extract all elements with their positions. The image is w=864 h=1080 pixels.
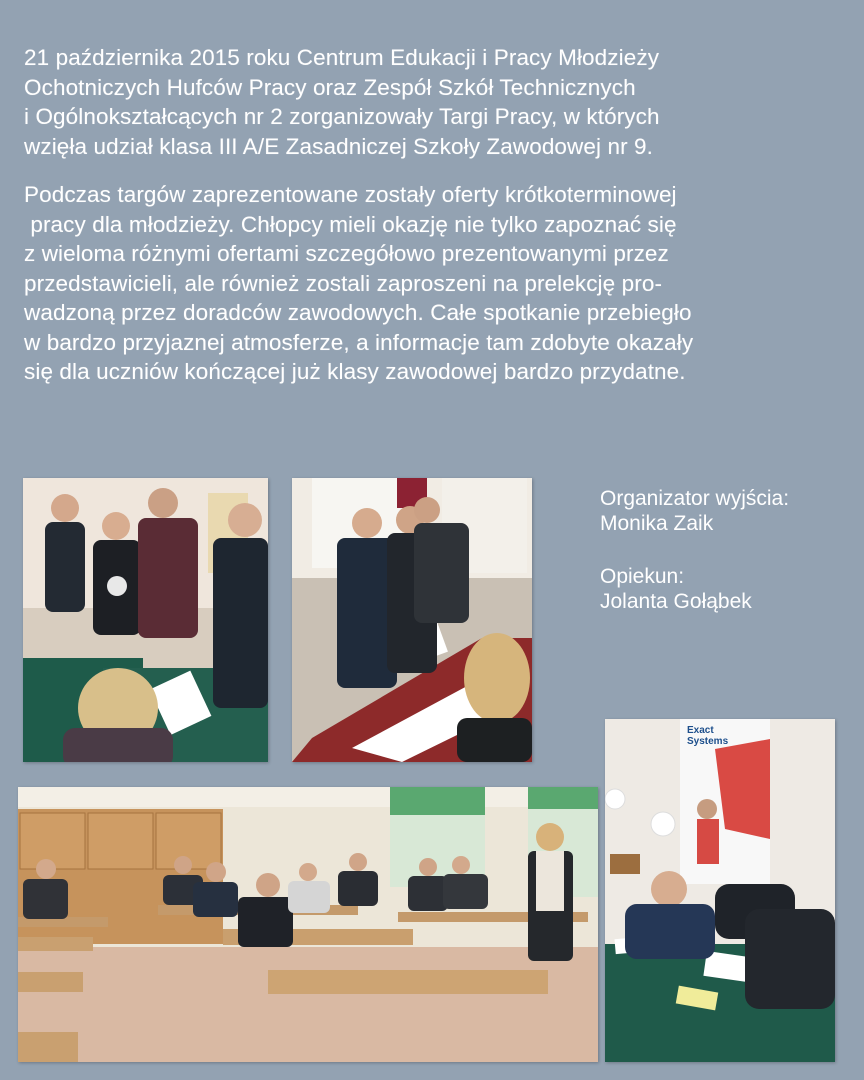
text-line: i Ogólnokształcących nr 2 zorganizowały Targi Pracy, w których	[24, 104, 660, 129]
photo-illustration	[605, 719, 835, 1062]
text-line: wzięła udział klasa III A/E Zasadniczej Szkoły Zawodowej nr 9.	[24, 133, 653, 159]
guardian-label: Opiekun:	[600, 565, 685, 588]
intro-paragraph	[24, 43, 854, 161]
photo-illustration	[23, 478, 268, 762]
organizer-name: Monika Zaik	[600, 512, 714, 535]
guardian-credit	[600, 564, 752, 614]
text-line: Ochotniczych Hufców Pracy oraz Zespół Szkół Technicznych	[24, 74, 636, 100]
photo-students-filling-forms	[605, 719, 835, 1062]
organizer-label: Organizator wyjścia:	[600, 487, 790, 510]
guardian-name: Jolanta Gołąbek	[600, 590, 752, 613]
photo-students-at-fair-stand	[23, 478, 268, 762]
photo-illustration	[18, 787, 598, 1062]
text-line: przedstawicieli, ale również zostali zaproszeni na prelekcję pro-	[24, 270, 663, 296]
banner-brand-line2: Systems	[687, 736, 729, 747]
text-line: 21 października 2015 roku Centrum Edukacji i Pracy Młodzieży	[24, 45, 660, 70]
text-line: się dla uczniów kończącej już klasy zawodowej bardzo przydatne.	[24, 359, 686, 384]
text-line: wadzoną przez doradców zawodowych. Całe spotkanie przebiegło	[24, 300, 692, 325]
photo-students-reading-offers	[292, 478, 532, 762]
description-paragraph	[24, 180, 854, 387]
photo-illustration	[292, 478, 532, 762]
text-line: Podczas targów zaprezentowane zostały oferty krótkoterminowej	[24, 182, 677, 207]
text-line: w bardzo przyjaznej atmosferze, a informacje tam zdobyte okazały	[24, 329, 694, 355]
text-line: pracy dla młodzieży. Chłopcy mieli okazję nie tylko zapoznać się	[24, 211, 677, 237]
banner-brand-line1: Exact	[687, 725, 714, 736]
organizer-credit	[600, 486, 789, 536]
photo-classroom-presentation	[18, 787, 598, 1062]
text-line: z wieloma różnymi ofertami szczegółowo prezentowanymi przez	[24, 241, 669, 266]
